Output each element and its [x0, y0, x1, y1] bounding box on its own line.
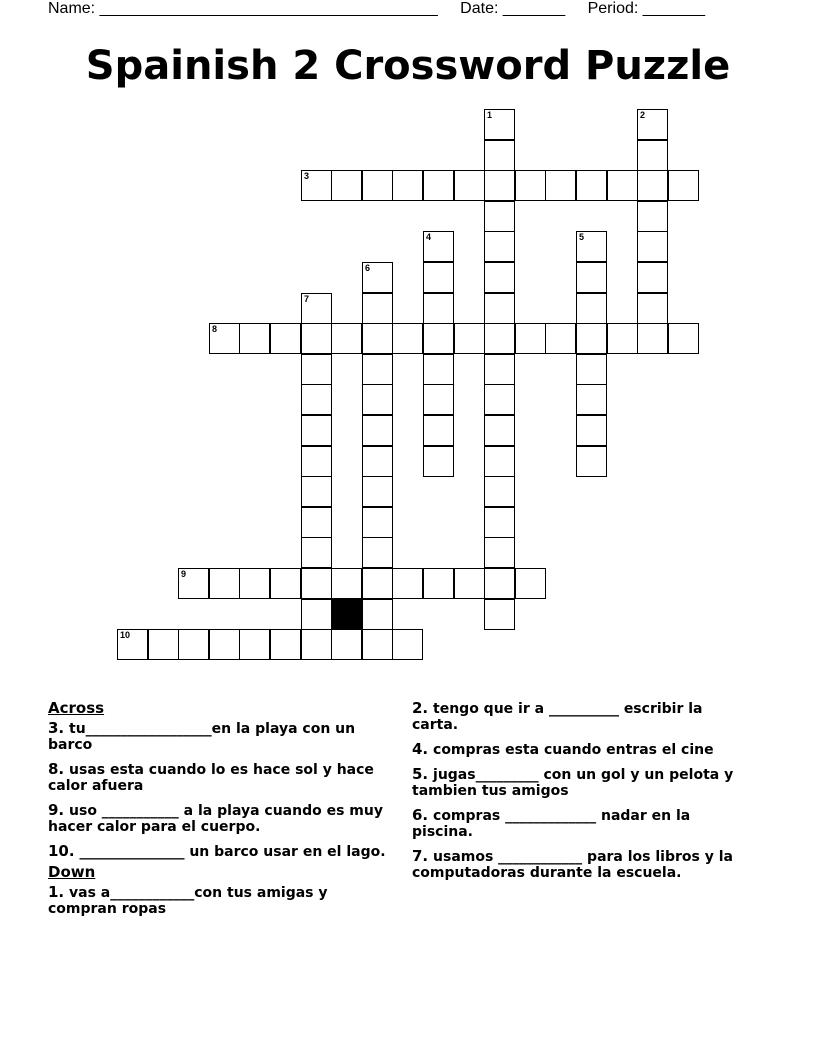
crossword-cell[interactable] — [423, 170, 454, 201]
crossword-cell[interactable] — [576, 384, 607, 415]
crossword-cell[interactable] — [301, 293, 332, 324]
crossword-cell[interactable] — [576, 415, 607, 446]
crossword-cell[interactable] — [362, 446, 393, 477]
crossword-cell[interactable] — [576, 323, 607, 354]
clue-down-1 — [48, 884, 388, 917]
crossword-cell[interactable] — [239, 323, 270, 354]
crossword-clue-number: 8 — [212, 324, 218, 334]
crossword-cell[interactable] — [637, 293, 668, 324]
clue-down-2 — [412, 700, 752, 733]
clue-number: 10. — [48, 842, 75, 860]
crossword-cell[interactable] — [178, 568, 209, 599]
crossword-cell[interactable] — [301, 170, 332, 201]
crossword-cell[interactable] — [239, 629, 270, 660]
crossword-cell[interactable] — [484, 446, 515, 477]
clue-down-6 — [412, 807, 752, 840]
crossword-cell[interactable] — [545, 323, 576, 354]
clue-across-8 — [48, 761, 388, 794]
crossword-cell[interactable] — [362, 507, 393, 538]
crossword-cell[interactable] — [362, 354, 393, 385]
crossword-cell[interactable] — [301, 446, 332, 477]
crossword-cell[interactable] — [301, 629, 332, 660]
crossword-cell[interactable] — [576, 354, 607, 385]
crossword-cell[interactable] — [392, 568, 423, 599]
crossword-clue-number: 2 — [640, 110, 646, 120]
crossword-cell[interactable] — [301, 354, 332, 385]
clue-text: vas a____________con tus amigas y compran ropas — [48, 885, 328, 917]
crossword-cell[interactable] — [423, 384, 454, 415]
clue-text: usamos ____________ para los libros y la computadoras durante la escuela. — [412, 849, 733, 881]
crossword-cell[interactable] — [484, 140, 515, 171]
clue-across-9 — [48, 802, 388, 835]
crossword-cell[interactable] — [484, 201, 515, 232]
crossword-cell[interactable] — [270, 629, 301, 660]
crossword-cell[interactable] — [423, 323, 454, 354]
crossword-cell[interactable] — [148, 629, 179, 660]
crossword-cell[interactable] — [270, 323, 301, 354]
crossword-cell[interactable] — [362, 415, 393, 446]
crossword-cell[interactable] — [178, 629, 209, 660]
crossword-cell[interactable] — [576, 170, 607, 201]
clue-across-3 — [48, 720, 388, 753]
crossword-cell[interactable] — [331, 323, 362, 354]
crossword-cell[interactable] — [423, 262, 454, 293]
crossword-cell[interactable] — [301, 568, 332, 599]
crossword-cell[interactable] — [484, 262, 515, 293]
clue-text: compras _____________ nadar en la piscina. — [412, 808, 691, 840]
crossword-cell[interactable] — [362, 323, 393, 354]
crossword-cell[interactable] — [668, 170, 699, 201]
crossword-cell[interactable] — [392, 170, 423, 201]
crossword-cell[interactable] — [515, 170, 546, 201]
crossword-clue-number: 4 — [426, 232, 432, 242]
crossword-cell[interactable] — [362, 599, 393, 630]
crossword-cell[interactable] — [607, 323, 638, 354]
crossword-cell[interactable] — [484, 109, 515, 140]
clue-number: 3. — [48, 719, 65, 737]
crossword-cell[interactable] — [454, 323, 485, 354]
clue-text: usas esta cuando lo es hace sol y hace calor afuera — [48, 762, 374, 794]
crossword-cell[interactable] — [331, 629, 362, 660]
crossword-clue-number: 3 — [304, 171, 310, 181]
crossword-cell[interactable] — [637, 170, 668, 201]
clue-number: 7. — [412, 847, 429, 865]
crossword-cell[interactable] — [331, 568, 362, 599]
crossword-clue-number: 9 — [181, 569, 187, 579]
crossword-cell[interactable] — [423, 354, 454, 385]
crossword-cell[interactable] — [209, 629, 240, 660]
crossword-clue-number: 6 — [365, 263, 371, 273]
crossword-cell[interactable] — [301, 323, 332, 354]
crossword-cell[interactable] — [270, 568, 301, 599]
crossword-cell[interactable] — [576, 446, 607, 477]
crossword-cell[interactable] — [392, 629, 423, 660]
crossword-cell[interactable] — [637, 262, 668, 293]
crossword-cell[interactable] — [362, 537, 393, 568]
clue-number: 2. — [412, 699, 429, 717]
crossword-cell[interactable] — [423, 231, 454, 262]
period-field-label: Period: _______ — [587, 0, 706, 17]
crossword-cell[interactable] — [637, 201, 668, 232]
crossword-cell[interactable] — [362, 262, 393, 293]
crossword-cell[interactable] — [576, 293, 607, 324]
crossword-cell[interactable] — [301, 476, 332, 507]
crossword-cell[interactable] — [484, 599, 515, 630]
clue-text: jugas_________ con un gol y un pelota y tambien tus amigos — [412, 767, 734, 799]
clue-text: _______________ un barco usar en el lago. — [79, 844, 386, 860]
clue-down-4 — [412, 741, 752, 758]
name-field-label: Name: ______________________________________ — [48, 0, 438, 17]
crossword-cell[interactable] — [454, 170, 485, 201]
crossword-cell[interactable] — [484, 293, 515, 324]
clue-number: 1. — [48, 883, 65, 901]
clue-across-10 — [48, 843, 388, 860]
clue-down-5 — [412, 766, 752, 799]
down-heading: Down — [48, 863, 96, 881]
crossword-cell[interactable] — [362, 629, 393, 660]
across-heading: Across — [48, 699, 105, 717]
crossword-cell[interactable] — [362, 170, 393, 201]
clue-text: uso ___________ a la playa cuando es muy hacer calor para el cuerpo. — [48, 803, 383, 835]
crossword-cell[interactable] — [484, 231, 515, 262]
crossword-cell[interactable] — [484, 568, 515, 599]
crossword-cell[interactable] — [209, 323, 240, 354]
crossword-cell[interactable] — [484, 170, 515, 201]
crossword-cell[interactable] — [301, 537, 332, 568]
crossword-cell[interactable] — [301, 384, 332, 415]
crossword-cell[interactable] — [637, 323, 668, 354]
crossword-clue-number: 7 — [304, 294, 310, 304]
crossword-cell[interactable] — [239, 568, 270, 599]
crossword-cell[interactable] — [392, 323, 423, 354]
clue-number: 9. — [48, 801, 65, 819]
crossword-cell[interactable] — [637, 140, 668, 171]
crossword-cell[interactable] — [484, 476, 515, 507]
crossword-cell[interactable] — [423, 568, 454, 599]
clue-number: 6. — [412, 806, 429, 824]
crossword-cell[interactable] — [423, 293, 454, 324]
crossword-block-cell — [331, 599, 362, 630]
crossword-cell[interactable] — [301, 507, 332, 538]
crossword-cell[interactable] — [515, 323, 546, 354]
crossword-cell[interactable] — [484, 384, 515, 415]
clues-column-right — [412, 700, 752, 889]
crossword-cell[interactable] — [454, 568, 485, 599]
crossword-cell[interactable] — [117, 629, 148, 660]
crossword-cell[interactable] — [484, 415, 515, 446]
crossword-cell[interactable] — [362, 293, 393, 324]
clues-column-left — [48, 700, 388, 925]
crossword-cell[interactable] — [301, 415, 332, 446]
crossword-cell[interactable] — [331, 170, 362, 201]
crossword-clue-number: 5 — [579, 232, 585, 242]
crossword-cell[interactable] — [423, 446, 454, 477]
crossword-cell[interactable] — [484, 323, 515, 354]
clue-text: compras esta cuando entras el cine — [433, 742, 714, 758]
crossword-clue-number: 10 — [120, 630, 131, 640]
crossword-cell[interactable] — [209, 568, 240, 599]
crossword-cell[interactable] — [637, 109, 668, 140]
crossword-cell[interactable] — [515, 568, 546, 599]
clue-number: 5. — [412, 765, 429, 783]
clue-number: 4. — [412, 740, 429, 758]
crossword-cell[interactable] — [423, 415, 454, 446]
crossword-cell[interactable] — [362, 568, 393, 599]
date-field-label: Date: _______ — [460, 0, 566, 17]
page-title: Spainish 2 Crossword Puzzle — [85, 43, 731, 89]
crossword-cell[interactable] — [576, 262, 607, 293]
crossword-cell[interactable] — [484, 537, 515, 568]
crossword-cell[interactable] — [484, 507, 515, 538]
clue-text: tu__________________en la playa con un barco — [48, 721, 356, 753]
clue-down-7 — [412, 848, 752, 881]
crossword-cell[interactable] — [637, 231, 668, 262]
crossword-cell[interactable] — [607, 170, 638, 201]
crossword-cell[interactable] — [301, 599, 332, 630]
crossword-cell[interactable] — [484, 354, 515, 385]
crossword-cell[interactable] — [362, 384, 393, 415]
crossword-cell[interactable] — [576, 231, 607, 262]
clue-text: tengo que ir a __________ escribir la carta. — [412, 701, 703, 733]
crossword-cell[interactable] — [668, 323, 699, 354]
crossword-cell[interactable] — [362, 476, 393, 507]
crossword-cell[interactable] — [545, 170, 576, 201]
crossword-clue-number: 1 — [487, 110, 493, 120]
clue-number: 8. — [48, 760, 65, 778]
